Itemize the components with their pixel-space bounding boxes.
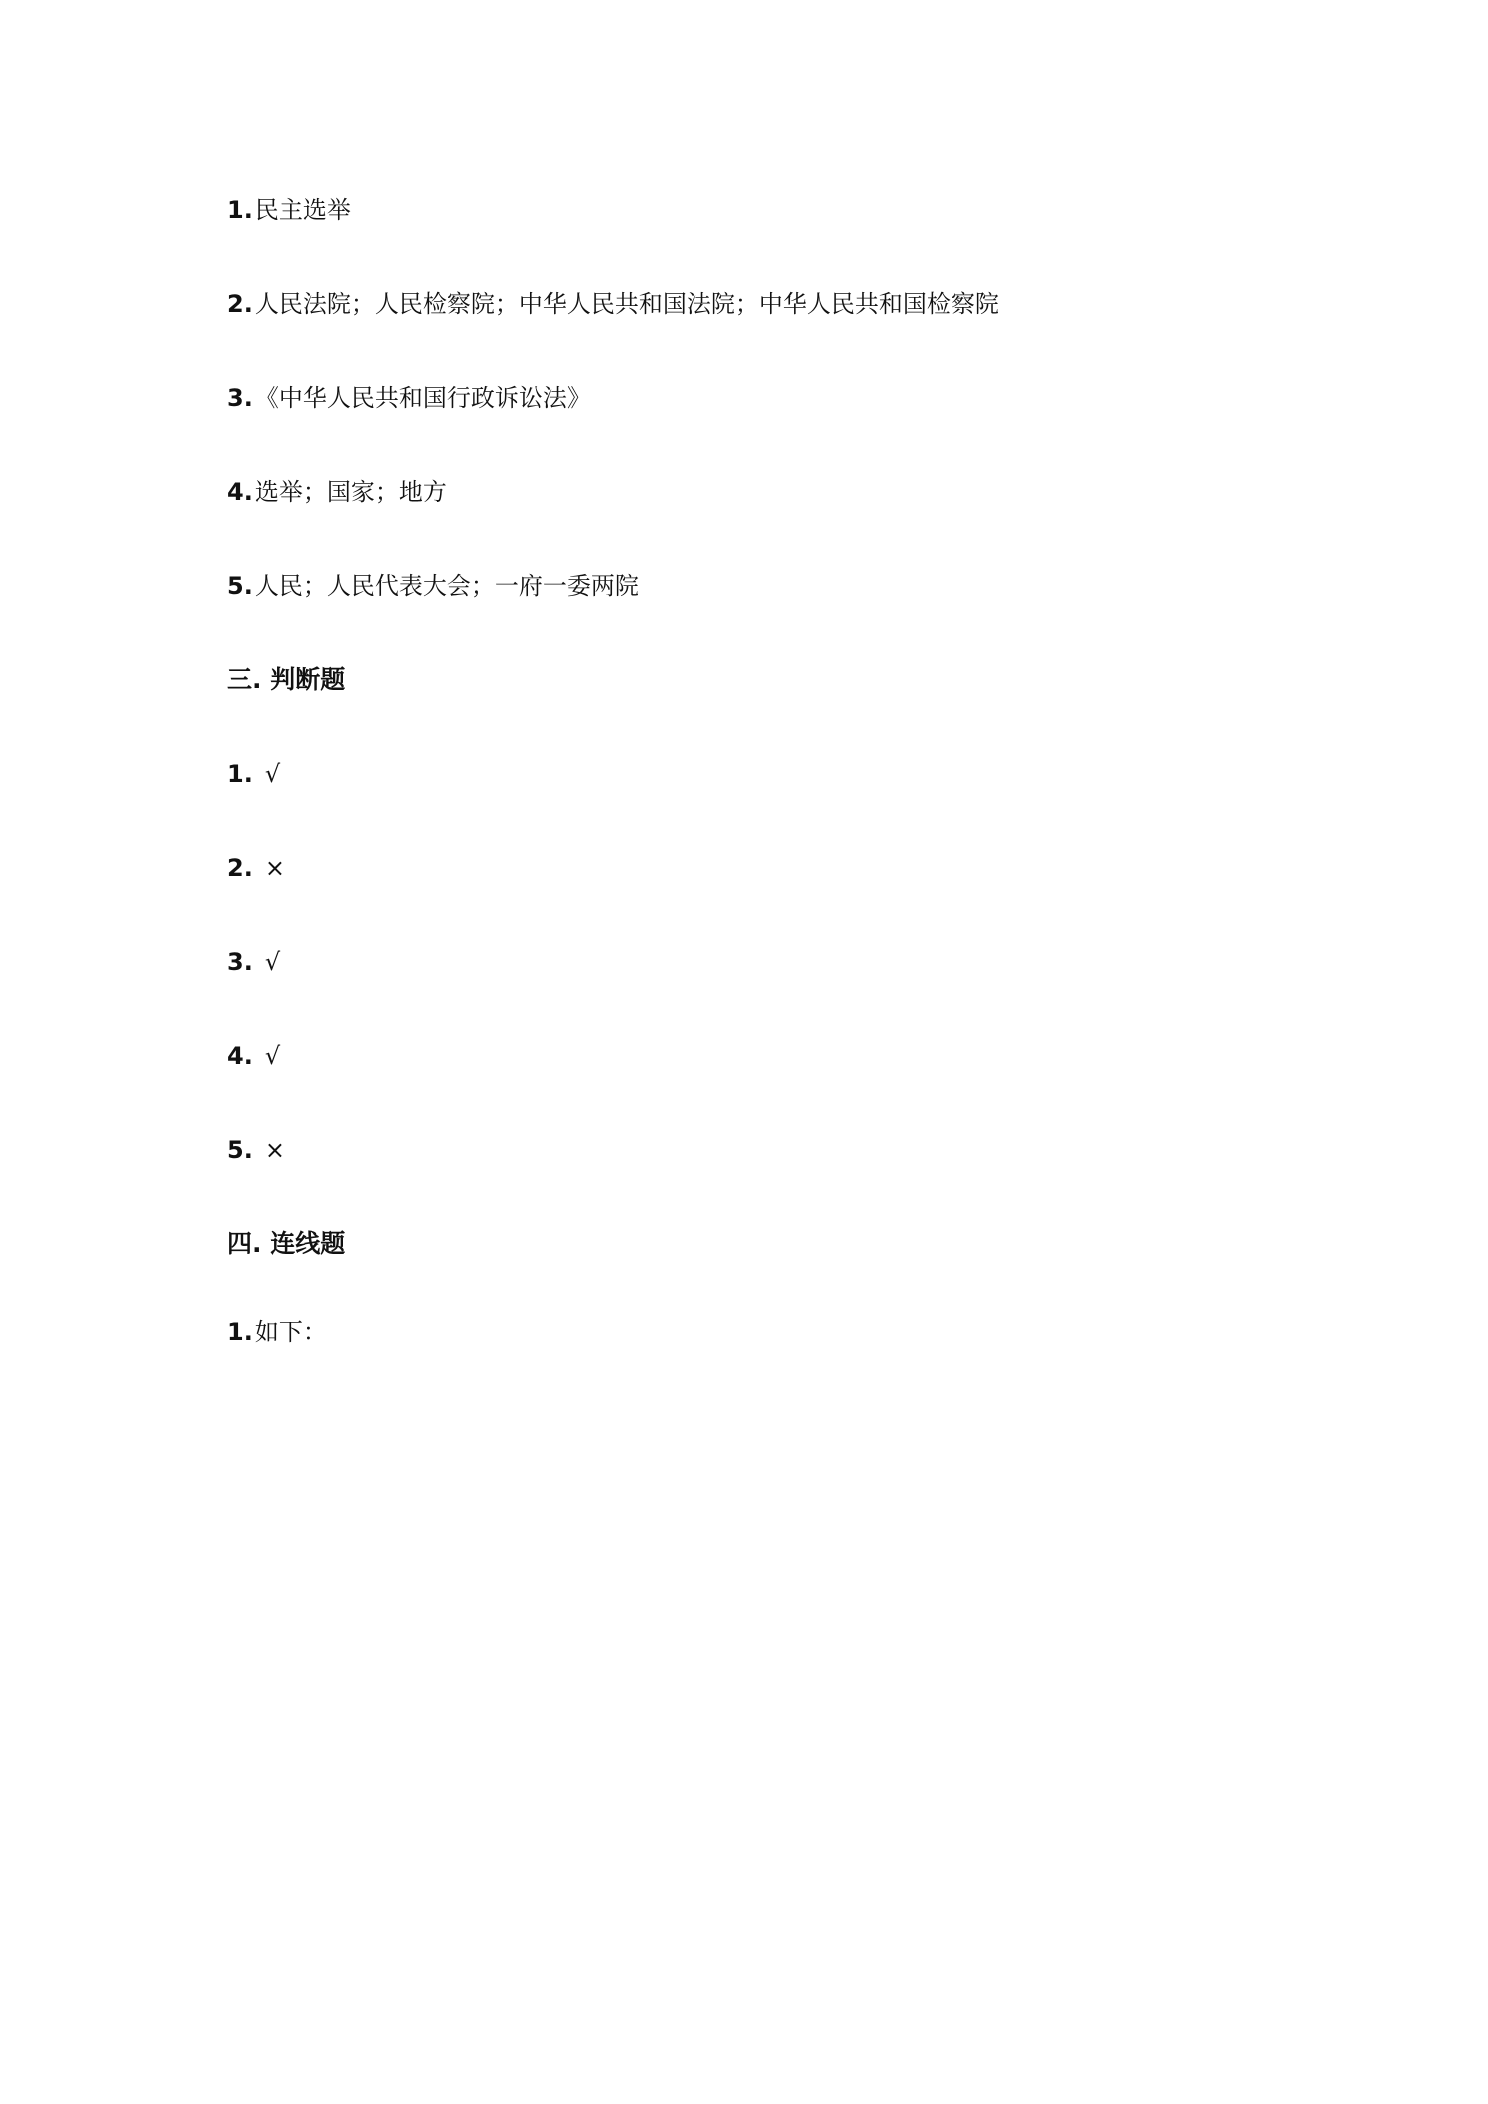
fill-answer-1 [227, 195, 351, 225]
check-mark: √ [264, 948, 281, 976]
answer-number: 2. [227, 854, 253, 882]
section-heading-match: 四. 连线题 [227, 1229, 346, 1258]
match-answer-1 [227, 1317, 327, 1347]
answer-number: 1. [227, 760, 253, 788]
check-mark: √ [264, 1042, 281, 1070]
answer-text: 选举；国家；地方 [254, 478, 447, 506]
answer-number: 5. [227, 1136, 253, 1164]
check-mark: √ [264, 760, 281, 788]
answer-number: 3. [227, 948, 253, 976]
judge-answer-1 [227, 759, 280, 789]
answer-text: 人民法院；人民检察院；中华人民共和国法院；中华人民共和国检察院 [254, 290, 999, 318]
fill-answer-3 [227, 383, 591, 413]
answer-text: 如下： [254, 1318, 327, 1346]
fill-answer-5 [227, 571, 639, 601]
answer-text: 民主选举 [254, 196, 351, 224]
judge-answer-3 [227, 947, 280, 977]
answer-number: 5. [227, 572, 253, 600]
answer-text: 人民；人民代表大会；一府一委两院 [254, 572, 639, 600]
answer-number: 2. [227, 290, 253, 318]
answer-number: 4. [227, 1042, 253, 1070]
answer-number: 3. [227, 384, 253, 412]
answer-text: 《中华人民共和国行政诉讼法》 [254, 384, 591, 412]
judge-answer-2 [227, 853, 285, 883]
answer-number: 1. [227, 1318, 253, 1346]
fill-answer-4 [227, 477, 447, 507]
cross-mark: × [264, 1136, 285, 1164]
answer-number: 1. [227, 196, 253, 224]
fill-answer-2 [227, 289, 999, 319]
section-heading-judge: 三. 判断题 [227, 665, 346, 694]
answer-number: 4. [227, 478, 253, 506]
judge-answer-5 [227, 1135, 285, 1165]
cross-mark: × [264, 854, 285, 882]
judge-answer-4 [227, 1041, 280, 1071]
